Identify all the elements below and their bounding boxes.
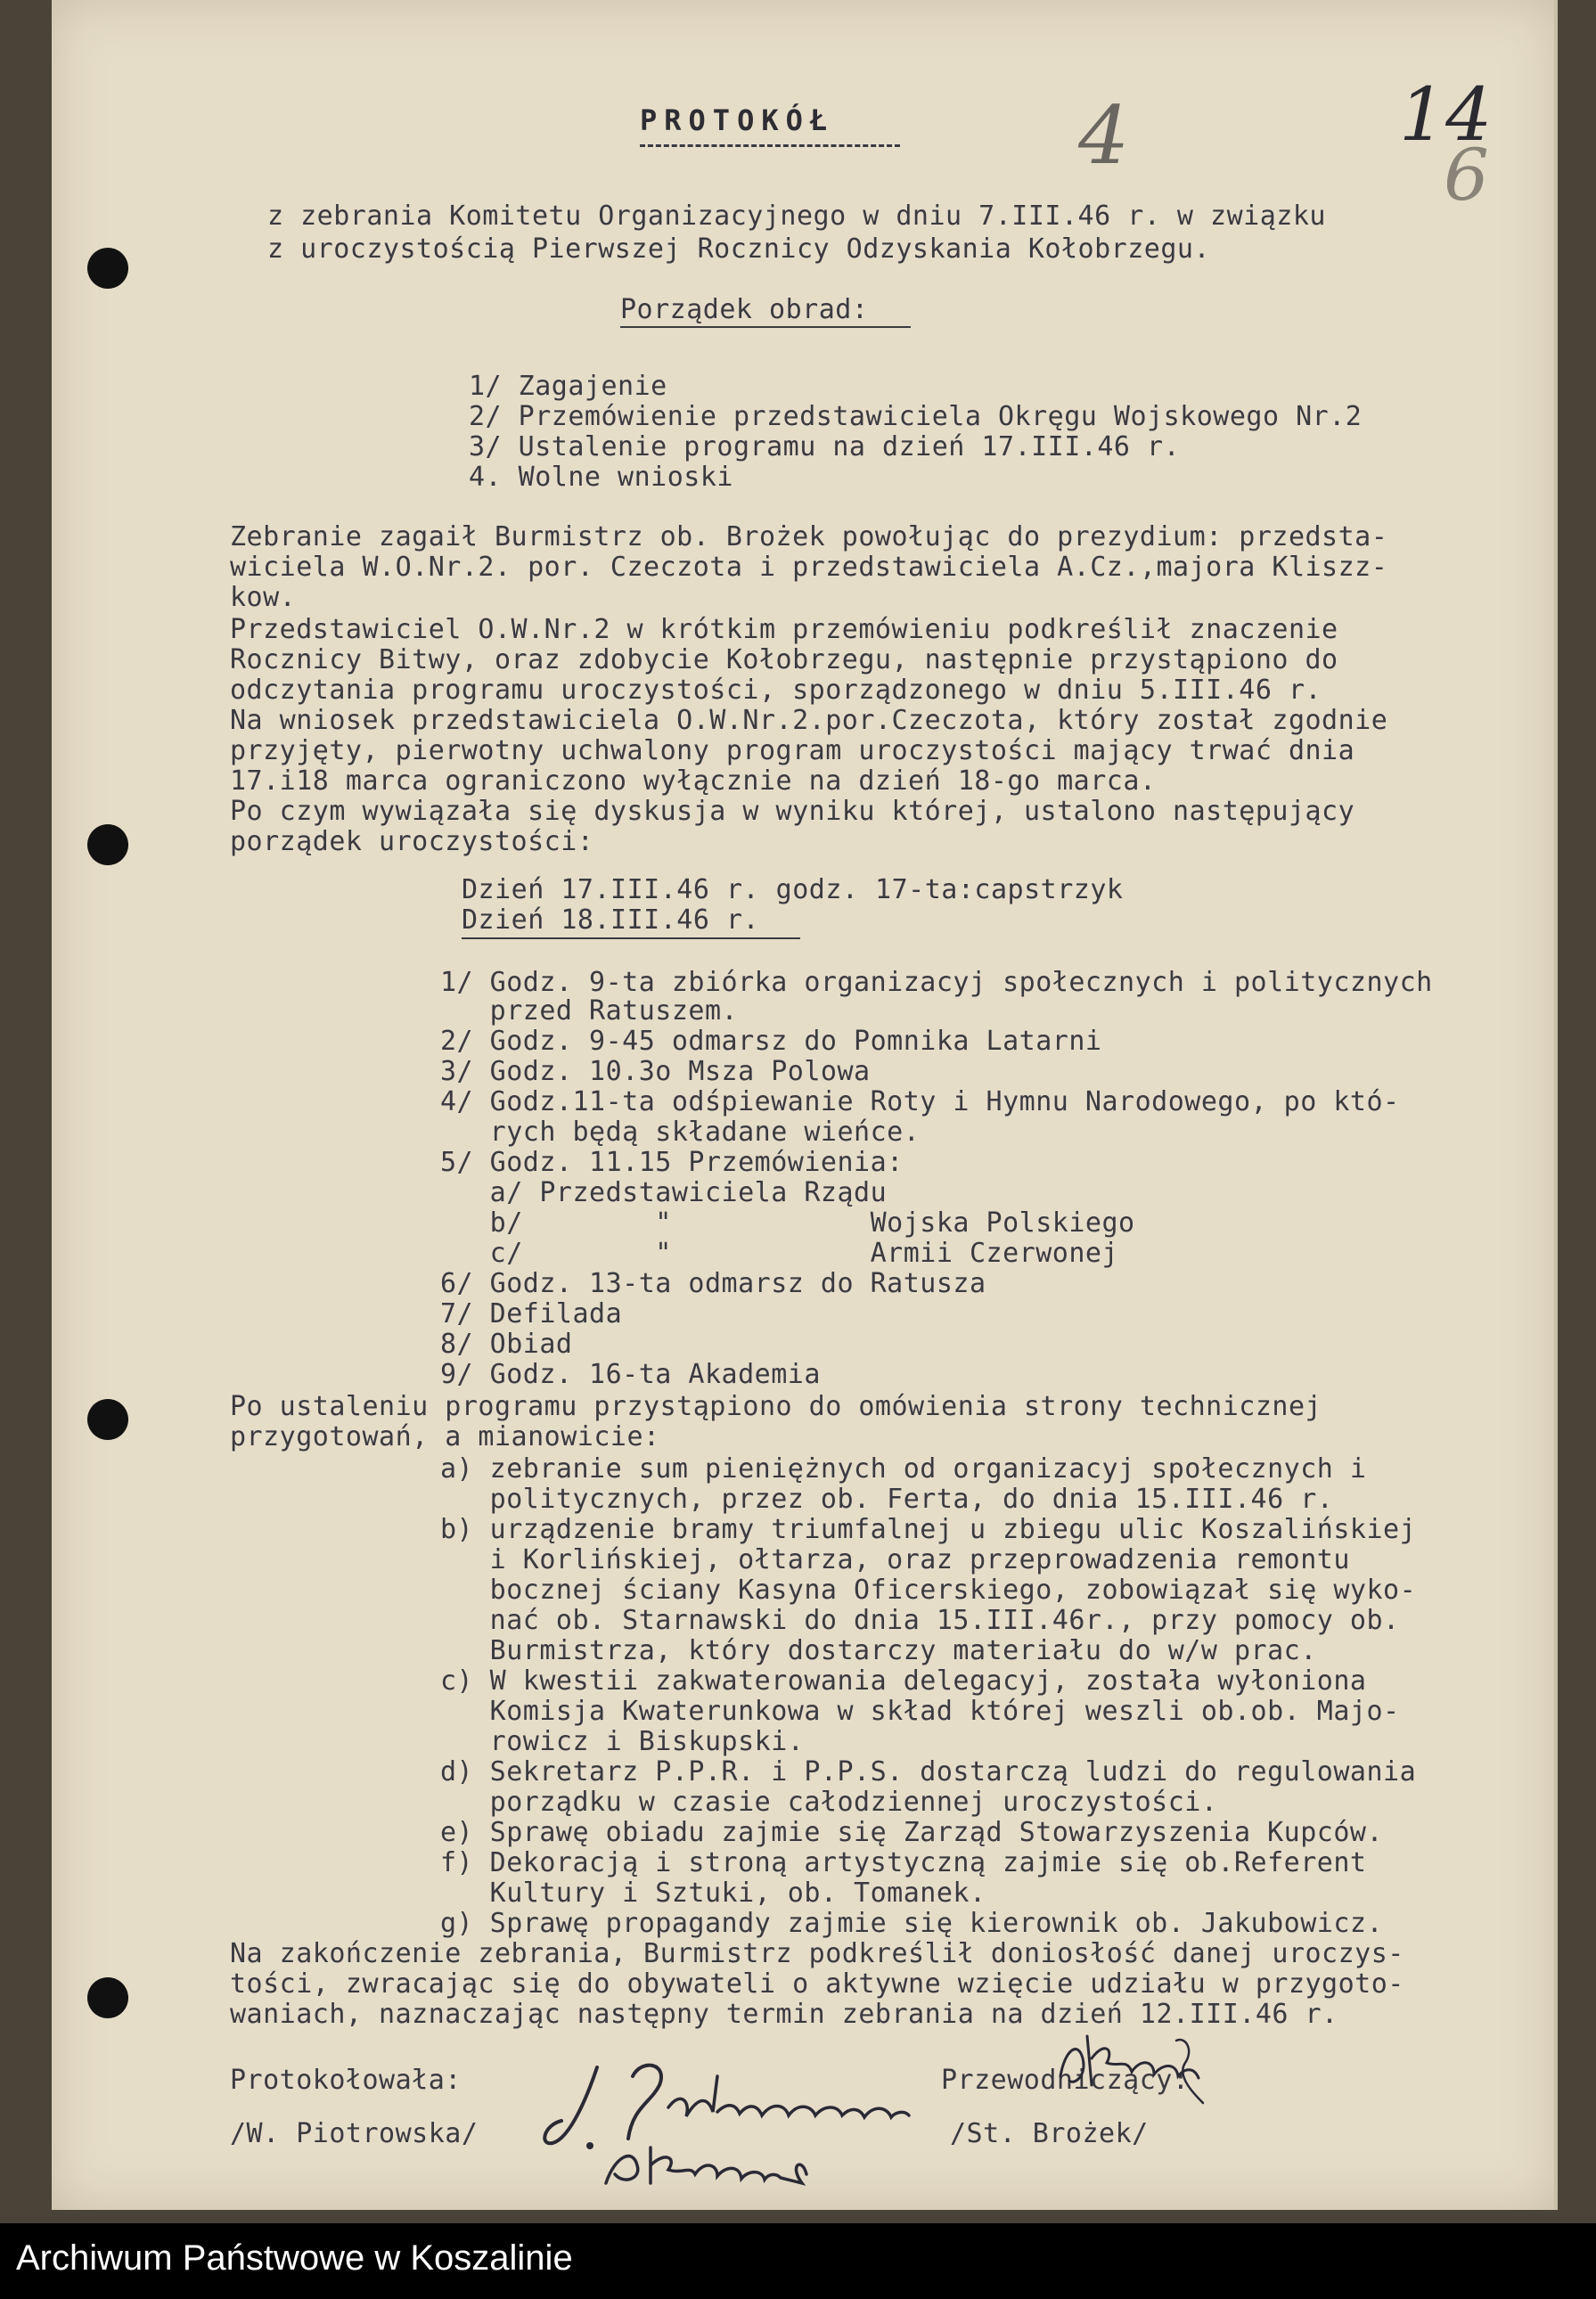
technical-item: bocznej ściany Kasyna Oficerskiego, zobowiązał się wyko-	[440, 1575, 1417, 1606]
closing-line: waniach, naznaczając następny termin zebrania na dzień 12.III.46 r.	[230, 1999, 1338, 2030]
page-edge	[1554, 0, 1558, 2210]
program-item: 5/ Godz. 11.15 Przemówienia:	[440, 1147, 904, 1178]
handwritten-signature-brozek	[1043, 2023, 1221, 2121]
program-item: 4/ Godz.11-ta odśpiewanie Roty i Hymnu Narodowego, po któ-	[440, 1086, 1400, 1117]
title-underline	[640, 144, 900, 147]
closing-line: Na zakończenie zebrania, Burmistrz podkreślił doniosłość danej uroczys-	[230, 1938, 1404, 1969]
body-line: przyjęty, pierwotny uchwalony program uroczystości mający trwać dnia	[230, 735, 1355, 766]
punch-hole	[87, 248, 128, 289]
technical-item: politycznych, przez ob. Ferta, do dnia 15.III.46 r.	[440, 1484, 1334, 1515]
body-line: odczytania programu uroczystości, sporządzonego w dniu 5.III.46 r.	[230, 675, 1322, 706]
signature-left-role: Protokołowała:	[230, 2065, 462, 2096]
program-item: 2/ Godz. 9-45 odmarsz do Pomnika Latarni	[440, 1026, 1102, 1057]
technical-item: a) zebranie sum pieniężnych od organizacyj społecznych i	[440, 1453, 1367, 1485]
technical-item: Kultury i Sztuki, ob. Tomanek.	[440, 1878, 986, 1909]
program-item: c/ " Armii Czerwonej	[440, 1238, 1119, 1269]
program-item: 8/ Obiad	[440, 1329, 573, 1360]
body-line: wiciela W.O.Nr.2. por. Czeczota i przedstawiciela A.Cz.,majora Kliszz-	[230, 552, 1388, 583]
program-item: 6/ Godz. 13-ta odmarsz do Ratusza	[440, 1268, 986, 1299]
signature-right-role: Przewodniczący:	[941, 2065, 1190, 2096]
agenda-item: 2/ Przemówienie przedstawiciela Okręgu Wojskowego Nr.2	[469, 401, 1363, 432]
technical-item: e) Sprawę obiadu zajmie się Zarząd Stowarzyszenia Kupców.	[440, 1817, 1384, 1848]
technical-item: rowicz i Biskupski.	[440, 1726, 805, 1757]
program-item: 1/ Godz. 9-ta zbiórka organizacyj społecznych i politycznych	[440, 967, 1433, 998]
technical-intro-line: Po ustaleniu programu przystąpiono do omówienia strony technicznej	[230, 1391, 1322, 1422]
signature-left-name: /W. Piotrowska/	[230, 2118, 479, 2149]
agenda-item: 4. Wolne wnioski	[469, 462, 733, 493]
program-item: b/ " Wojska Polskiego	[440, 1207, 1135, 1239]
agenda-heading-underline	[620, 326, 911, 328]
closing-line: tości, zwracając się do obywateli o aktywne wzięcie udziału w przygoto-	[230, 1968, 1404, 2000]
program-item: 7/ Defilada	[440, 1298, 623, 1329]
header-line: z uroczystością Pierwszej Rocznicy Odzyskania Kołobrzegu.	[267, 233, 1211, 265]
technical-item: f) Dekoracją i stroną artystyczną zajmie się ob.Referent	[440, 1847, 1367, 1878]
technical-item: g) Sprawę propagandy zajmie się kierownik ob. Jakubowicz.	[440, 1908, 1384, 1939]
program-item: 9/ Godz. 16-ta Akademia	[440, 1359, 821, 1390]
handwritten-folio-number: 14	[1399, 73, 1493, 158]
handwritten-page-number: 4	[1078, 89, 1130, 183]
agenda-heading: Porządek obrad:	[620, 294, 869, 325]
technical-item: c) W kwestii zakwaterowania delegacyj, została wyłoniona	[440, 1665, 1367, 1697]
technical-item: Burmistrza, który dostarczy materiału do w/w prac.	[440, 1635, 1317, 1666]
technical-item: porządku w czasie całodziennej uroczystości.	[440, 1787, 1218, 1818]
technical-intro-line: przygotowań, a mianowicie:	[230, 1421, 660, 1452]
body-line: Rocznicy Bitwy, oraz zdobycie Kołobrzegu, następnie przystąpiono do	[230, 644, 1338, 675]
day-line: Dzień 18.III.46 r.	[462, 904, 760, 936]
day-line: Dzień 17.III.46 r. godz. 17-ta:capstrzyk	[462, 874, 1124, 905]
body-line: Na wniosek przedstawiciela O.W.Nr.2.por.Czeczota, który został zgodnie	[230, 705, 1388, 736]
agenda-item: 1/ Zagajenie	[469, 371, 667, 402]
program-item: przed Ratuszem.	[440, 995, 739, 1027]
archive-name: Archiwum Państwowe w Koszalinie	[16, 2238, 573, 2278]
body-line: porządek uroczystości:	[230, 826, 594, 857]
punch-hole	[87, 1977, 128, 2018]
program-item: a/ Przedstawiciela Rządu	[440, 1177, 888, 1208]
program-item: rych będą składane wieńce.	[440, 1117, 921, 1148]
body-line: Po czym wywiązała się dyskusja w wyniku której, ustalono następujący	[230, 796, 1355, 827]
agenda-item: 3/ Ustalenie programu na dzień 17.III.46 r.	[469, 431, 1181, 462]
document-title: PROTOKÓŁ	[640, 103, 835, 137]
technical-item: nać ob. Starnawski do dnia 15.III.46r., przy pomocy ob.	[440, 1605, 1400, 1636]
body-line: kow.	[230, 582, 297, 613]
body-line: 17.i18 marca ograniczono wyłącznie na dzień 18-go marca.	[230, 765, 1157, 797]
technical-item: Komisja Kwaterunkowa w skład której weszli ob.ob. Majo-	[440, 1696, 1400, 1727]
punch-hole	[87, 824, 128, 865]
technical-item: i Korlińskiej, ołtarza, oraz przeprowadzenia remontu	[440, 1544, 1350, 1575]
handwritten-signature-piotrowska	[535, 2041, 945, 2192]
technical-item: d) Sekretarz P.P.R. i P.P.S. dostarczą ludzi do regulowania	[440, 1756, 1417, 1788]
program-item: 3/ Godz. 10.3o Msza Polowa	[440, 1056, 871, 1087]
punch-hole	[87, 1399, 128, 1440]
body-line: Zebranie zagaił Burmistrz ob. Brożek powołując do prezydium: przedsta-	[230, 521, 1388, 552]
technical-item: b) urządzenie bramy triumfalnej u zbiegu ulic Koszalińskiej	[440, 1514, 1417, 1545]
day-line-underline	[462, 937, 800, 939]
signature-right-name: /St. Brożek/	[950, 2118, 1149, 2149]
handwritten-sheet-number: 6	[1444, 134, 1489, 217]
header-line: z zebrania Komitetu Organizacyjnego w dniu 7.III.46 r. w związku	[267, 200, 1326, 232]
body-line: Przedstawiciel O.W.Nr.2 w krótkim przemówieniu podkreślił znaczenie	[230, 614, 1338, 645]
